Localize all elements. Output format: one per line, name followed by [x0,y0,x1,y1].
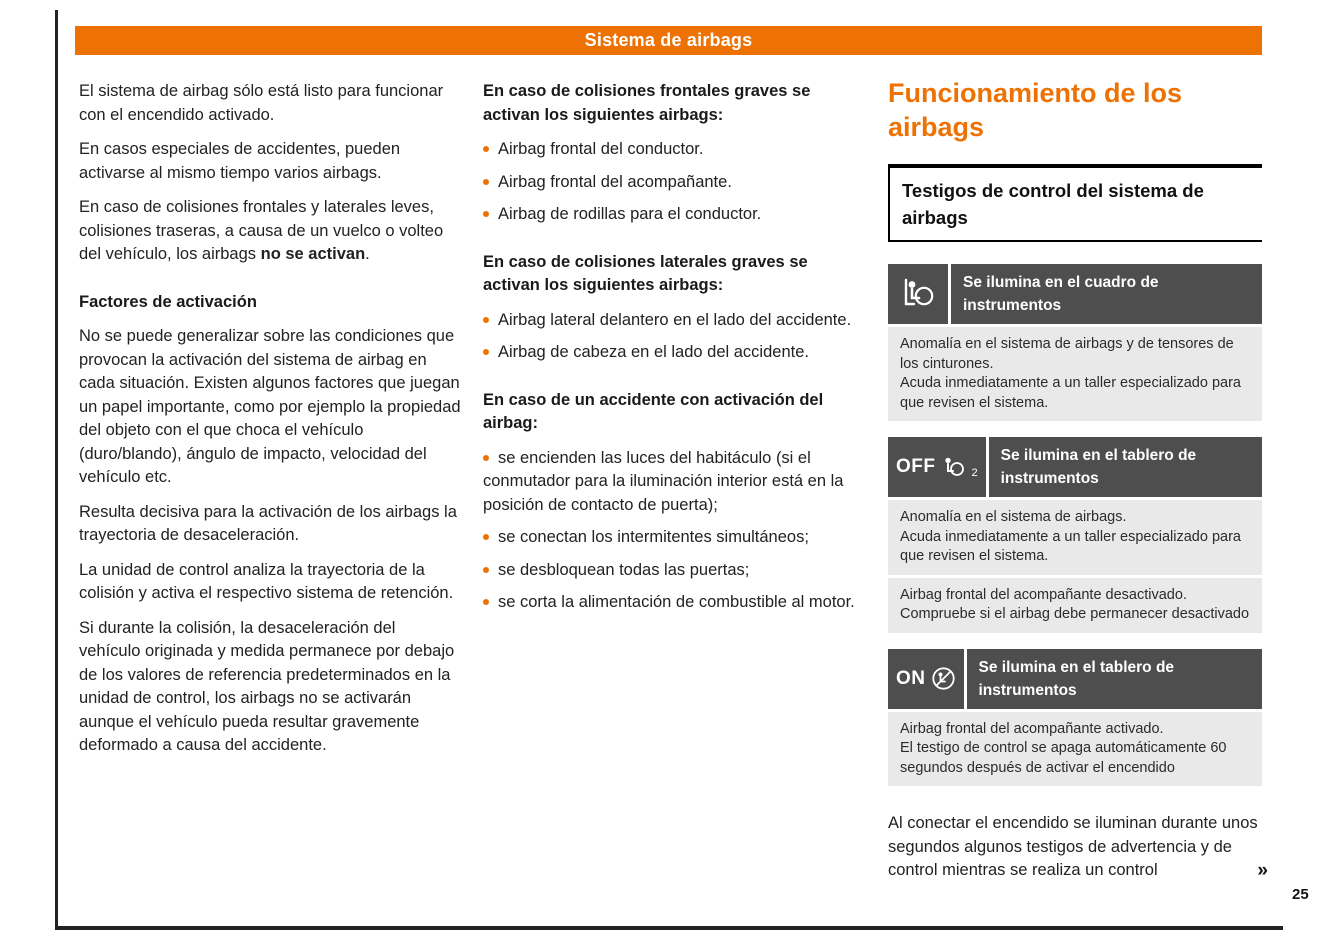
list-item [483,447,861,518]
list-item [483,203,861,227]
indicator-label: Se ilumina en el cuadro de instrumentos [951,264,1262,324]
paragraph: Resulta decisiva para la activación de los airbags la trayectoria de desaceleración. [79,502,457,544]
description-line: Acuda inmediatamente a un taller especializado para que revisen el sistema. [900,375,1241,411]
list-item [483,309,861,333]
bullet-dot-icon [483,349,489,355]
bottom-border-rule [55,926,1283,930]
paragraph: El sistema de airbag sólo está listo para funcionar con el encendido activado. [79,82,444,124]
description-line: Acuda inmediatamente a un taller especializado para que revisen el sistema. [900,528,1241,564]
paragraph-text: En caso de colisiones frontales y laterales leves, colisiones traseras, a causa de un vuelco o volteo del vehículo, los airbags [79,198,444,263]
bullet-dot-icon [483,211,489,217]
list-item-text: se desbloquean todas las puertas; [498,560,750,579]
indicator-header [888,264,1262,324]
bullet-dot-icon [483,567,489,573]
left-border-rule [55,10,58,930]
closing-text: Al conectar el encendido se iluminan durante unos segundos algunos testigos de advertencia y de control mientras se realiza un control [888,814,1258,879]
indicator-table-airbag-warning [888,264,1262,421]
description-line: Compruebe si el airbag debe permanecer desactivado [900,606,1250,622]
description-line: Airbag frontal del acompañante activado. [900,720,1164,737]
off-subscript: 2 [971,466,978,479]
list-item-text: Airbag lateral delantero en el lado del accidente. [498,310,852,329]
section-frontal-collisions [483,80,861,227]
indicator-label: Se ilumina en el tablero de instrumentos [989,437,1262,497]
description-line: Anomalía en el sistema de airbags y de tensores de los cinturones. [900,336,1234,372]
indicator-description [888,327,1262,421]
section-heading: En caso de colisiones frontales graves se activan los siguientes airbags: [483,82,811,124]
paragraph: En casos especiales de accidentes, pueden activarse al mismo tiempo varios airbags. [79,140,401,182]
subheading-factores-de-activacion: Factores de activación [79,292,257,311]
paragraph: Si durante la colisión, la desaceleración del vehículo originada y medida permanece por debajo de los valores de referencia predeterminados en la unidad de control, los airbags no se activarán aunque el vehículo pueda resultar gravemente deformado a causa del accidente. [79,618,455,754]
passenger-airbag-off-icon [888,437,986,497]
column-right [888,76,1268,883]
description-line: El testigo de control se apaga automáticamente 60 segundos después de activar el encendido [900,740,1227,776]
emphasis-text: no se activan [260,245,366,263]
list-item-text: Airbag de rodillas para el conductor. [498,205,762,223]
bullet-dot-icon [483,179,489,185]
list-item-text: Airbag frontal del conductor. [498,140,704,158]
indicator-description [888,500,1262,575]
continuation-mark-icon: » [1257,860,1268,881]
section-airbag-deployment [483,389,861,615]
page-number: 25 [1292,886,1309,903]
on-label: ON [896,667,926,689]
chapter-banner [75,26,1262,55]
bullet-dot-icon [483,455,489,461]
list-item [483,591,861,615]
list-item [483,171,861,195]
passenger-airbag-on-icon [888,649,964,709]
section-heading: En caso de un accidente con activación del airbag: [483,390,824,432]
list-item-text: Airbag frontal del acompañante. [498,172,732,191]
off-label: OFF [896,456,936,478]
list-item-text: Airbag de cabeza en el lado del accidente. [498,343,809,361]
indicator-header [888,437,1262,497]
indicator-description [888,578,1262,633]
description-line: Airbag frontal del acompañante desactivado. [900,586,1187,603]
bullet-dot-icon [483,534,489,540]
list-item [483,138,861,162]
section-lateral-collisions [483,251,861,365]
paragraph [79,196,461,267]
list-item [483,559,861,583]
bullet-dot-icon [483,317,489,323]
chapter-title: Sistema de airbags [584,30,753,50]
list-item-text: se encienden las luces del habitáculo (si el conmutador para la iluminación interior está en la posición de contacto de puerta); [483,448,844,514]
indicator-header [888,649,1262,709]
section-heading: En caso de colisiones laterales graves se activan los siguientes airbags: [483,252,808,294]
bullet-dot-icon [483,599,489,605]
paragraph: La unidad de control analiza la trayectoria de la colisión y activa el respectivo sistema de retención. [79,560,454,602]
closing-paragraph [888,812,1268,883]
column-middle [483,80,861,639]
indicator-table-passenger-airbag-on [888,649,1262,787]
column-left [79,80,461,769]
description-line: Anomalía en el sistema de airbags. [900,509,1127,525]
section-title-testigos: Testigos de control del sistema de airbags [888,164,1262,242]
list-item-text: se corta la alimentación de combustible al motor. [498,593,855,611]
paragraph-text: . [365,245,370,263]
indicator-table-passenger-airbag-off [888,437,1262,633]
paragraph: No se puede generalizar sobre las condiciones que provocan la activación del sistema de airbag en cada situación. Existen algunos factores que juegan un papel importante, como por ejemplo la propiedad del objeto con el que choca el vehículo (duro/blando), ángulo de impacto, velocidad del vehículo etc. [79,327,461,486]
page-title: Funcionamiento de los airbags [888,78,1183,142]
list-item-text: se conectan los intermitentes simultáneos; [498,528,809,546]
indicator-description [888,712,1262,787]
bullet-dot-icon [483,146,489,152]
list-item [483,341,861,365]
indicator-label: Se ilumina en el tablero de instrumentos [967,649,1263,709]
airbag-warning-icon [888,264,948,324]
list-item [483,526,861,550]
